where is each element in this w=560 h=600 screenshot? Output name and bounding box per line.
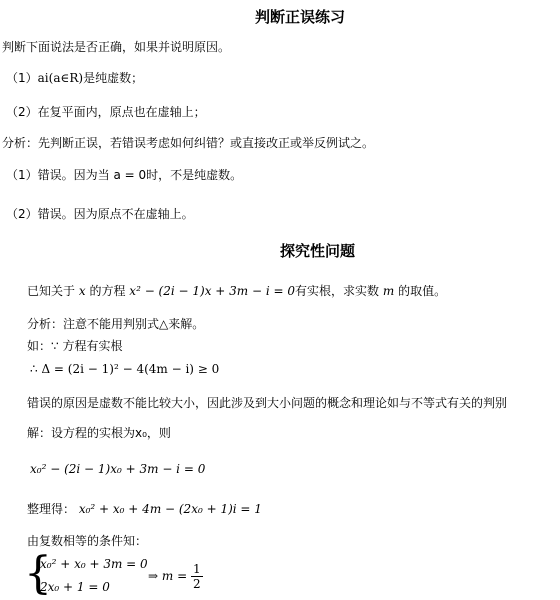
- problem-text-pre: 已知关于: [27, 284, 76, 298]
- result-implies: ⇒ m =: [148, 569, 188, 583]
- intro-text: 判断下面说法是否正确，如果并说明原因。: [2, 40, 231, 54]
- answer-2: （2）错误。因为原点不在虚轴上。: [6, 207, 194, 221]
- problem-equation: x² − (2i − 1)x + 3m − i = 0: [129, 284, 296, 298]
- problem-variable-x: x: [78, 284, 86, 298]
- equation-1: x₀² − (2i − 1)x₀ + 3m − i = 0: [30, 462, 206, 476]
- fraction-denominator: 2: [192, 577, 201, 591]
- question-1-number: （1）: [6, 71, 38, 85]
- example-line: 如：∵ 方程有实根: [27, 339, 123, 353]
- section-title-judgement: 判断正误练习: [255, 8, 346, 26]
- question-2: （2）在复平面内，原点也在虚轴上；: [6, 105, 206, 119]
- question-1-text: 是纯虚数；: [83, 71, 144, 85]
- question-1: [6, 69, 143, 86]
- equation-2: x₀² + x₀ + 4m − (2x₀ + 1)i = 1: [78, 502, 262, 516]
- problem-text-post: 有实根，求实数: [295, 284, 380, 298]
- system-equation-2: 2x₀ + 1 = 0: [40, 580, 110, 594]
- simplify-label: 整理得：: [27, 502, 76, 516]
- solution-intro: 解：设方程的实根为x₀，则: [27, 426, 171, 440]
- result-fraction: [191, 562, 203, 591]
- section-title-exploration: 探究性问题: [280, 242, 356, 260]
- error-reason: 错误的原因是虚数不能比较大小，因此涉及到大小问题的概念和理论如与不等式有关的判别: [27, 396, 508, 410]
- problem-variable-m: m: [382, 284, 395, 298]
- fraction-numerator: 1: [192, 562, 201, 576]
- answer-1: （1）错误。因为当 a = 0时，不是纯虚数。: [6, 168, 243, 182]
- analysis-1: 分析：先判断正误，若错误考虑如何纠错？或直接改正或举反例试之。: [2, 136, 375, 150]
- question-1-math: ai(a∈R): [37, 71, 84, 85]
- problem-statement: [27, 282, 446, 299]
- condition-text: 由复数相等的条件知：: [27, 534, 148, 548]
- system-brace: {: [24, 548, 52, 599]
- result: [148, 562, 203, 591]
- analysis-2: 分析：注意不能用判别式△来解。: [27, 317, 205, 331]
- problem-text-end: 的取值。: [398, 284, 447, 298]
- delta-inequality: ∴ Δ = (2i − 1)² − 4(4m − i) ≥ 0: [30, 362, 220, 376]
- simplify-line: [27, 500, 262, 517]
- system-equation-1: x₀² + x₀ + 3m = 0: [40, 557, 148, 571]
- problem-text-mid: 的方程: [89, 284, 126, 298]
